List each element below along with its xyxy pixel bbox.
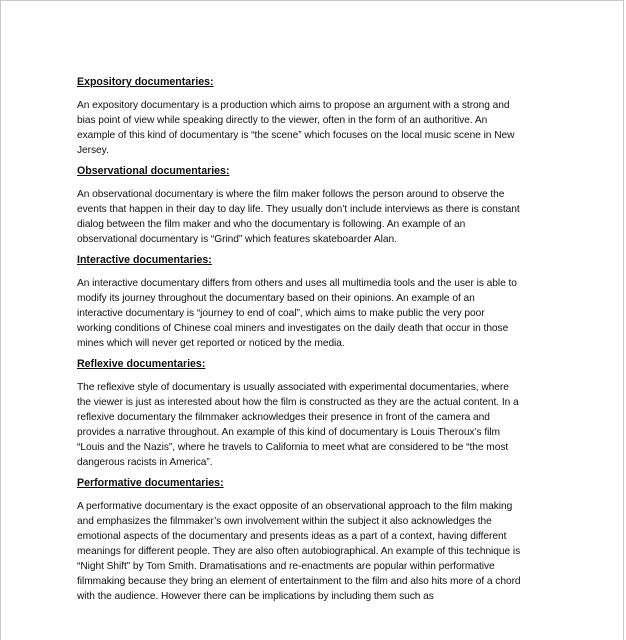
paragraph-line: observational documentary is “Grind” which features skateboarder Alan. [77,234,397,245]
section-heading-observational: Observational documentaries: [77,165,230,177]
paragraph-line: with the audience. However there can be implications by including them such as [77,591,434,602]
section-paragraph-performative [77,499,551,604]
section-heading-expository: Expository documentaries: [77,76,214,88]
paragraph-line: events that happen in their day to day life. They usually don’t include interviews as there is constant [77,204,520,215]
paragraph-line: Jersey. [77,145,109,156]
paragraph-line: emotional aspects of the documentary and presents ideas as a part of a context, having different [77,531,507,542]
paragraph-line: the viewer is just as interested about how the film is constructed as they are the actual content. In a [77,397,519,408]
paragraph-line: mines which will never get reported or noticed by the media. [77,338,345,349]
paragraph-line: The reflexive style of documentary is usually associated with experimental documentaries, where [77,382,509,393]
paragraph-line: provides a narrative throughout. An example of this kind of documentary is Louis Theroux’s film [77,427,500,438]
paragraph-line: “Louis and the Nazis”, where he travels to California to meet what are considered to be “the most [77,442,509,453]
section-paragraph-reflexive [77,380,551,470]
section-paragraph-interactive [77,276,551,351]
paragraph-line: example of this kind of documentary is “the scene” which focuses on the local music scene in New [77,130,515,141]
section-paragraph-observational [77,187,551,247]
section-heading-reflexive: Reflexive documentaries: [77,358,206,370]
paragraph-line: interactive documentary is “journey to end of coal”, which aims to make public the very poor [77,308,485,319]
paragraph-line: dialog between the film maker and who the documentary is following. An example of an [77,219,466,230]
section-paragraph-expository [77,98,551,158]
paragraph-line: dangerous racists in America”. [77,457,213,468]
paragraph-line: reflexive documentary the filmmaker acknowledges their presence in front of the camera and [77,412,490,423]
document-body [77,75,551,610]
paragraph-line: modify its journey throughout the documentary based on their opinions. An example of an [77,293,475,304]
paragraph-line: meanings for different people. They are also often autobiographical. An example of this technique is [77,546,521,557]
paragraph-line: and emphasizes the filmmaker’s own involvement within the subject it also acknowledges the [77,516,492,527]
paragraph-line: bias point of view while speaking directly to the viewer, often in the form of an authoritive. An [77,115,488,126]
section-heading-performative: Performative documentaries: [77,477,224,489]
paragraph-line: A performative documentary is the exact opposite of an observational approach to the film making [77,501,513,512]
section-heading-interactive: Interactive documentaries: [77,254,212,266]
paragraph-line: filmmaking because they bring an element of entertainment to the film and also hits more of a chord [77,576,521,587]
paragraph-line: An observational documentary is where the film maker follows the person around to observe the [77,189,505,200]
paragraph-line: working conditions of Chinese coal miners and investigates on the daily death that occur in those [77,323,509,334]
paragraph-line: An interactive documentary differs from others and uses all multimedia tools and the user is able to [77,278,517,289]
paragraph-line: An expository documentary is a production which aims to propose an argument with a strong and [77,100,510,111]
paragraph-line: “Night Shift” by Tom Smith. Dramatisations and re-enactments are popular within performative [77,561,495,572]
